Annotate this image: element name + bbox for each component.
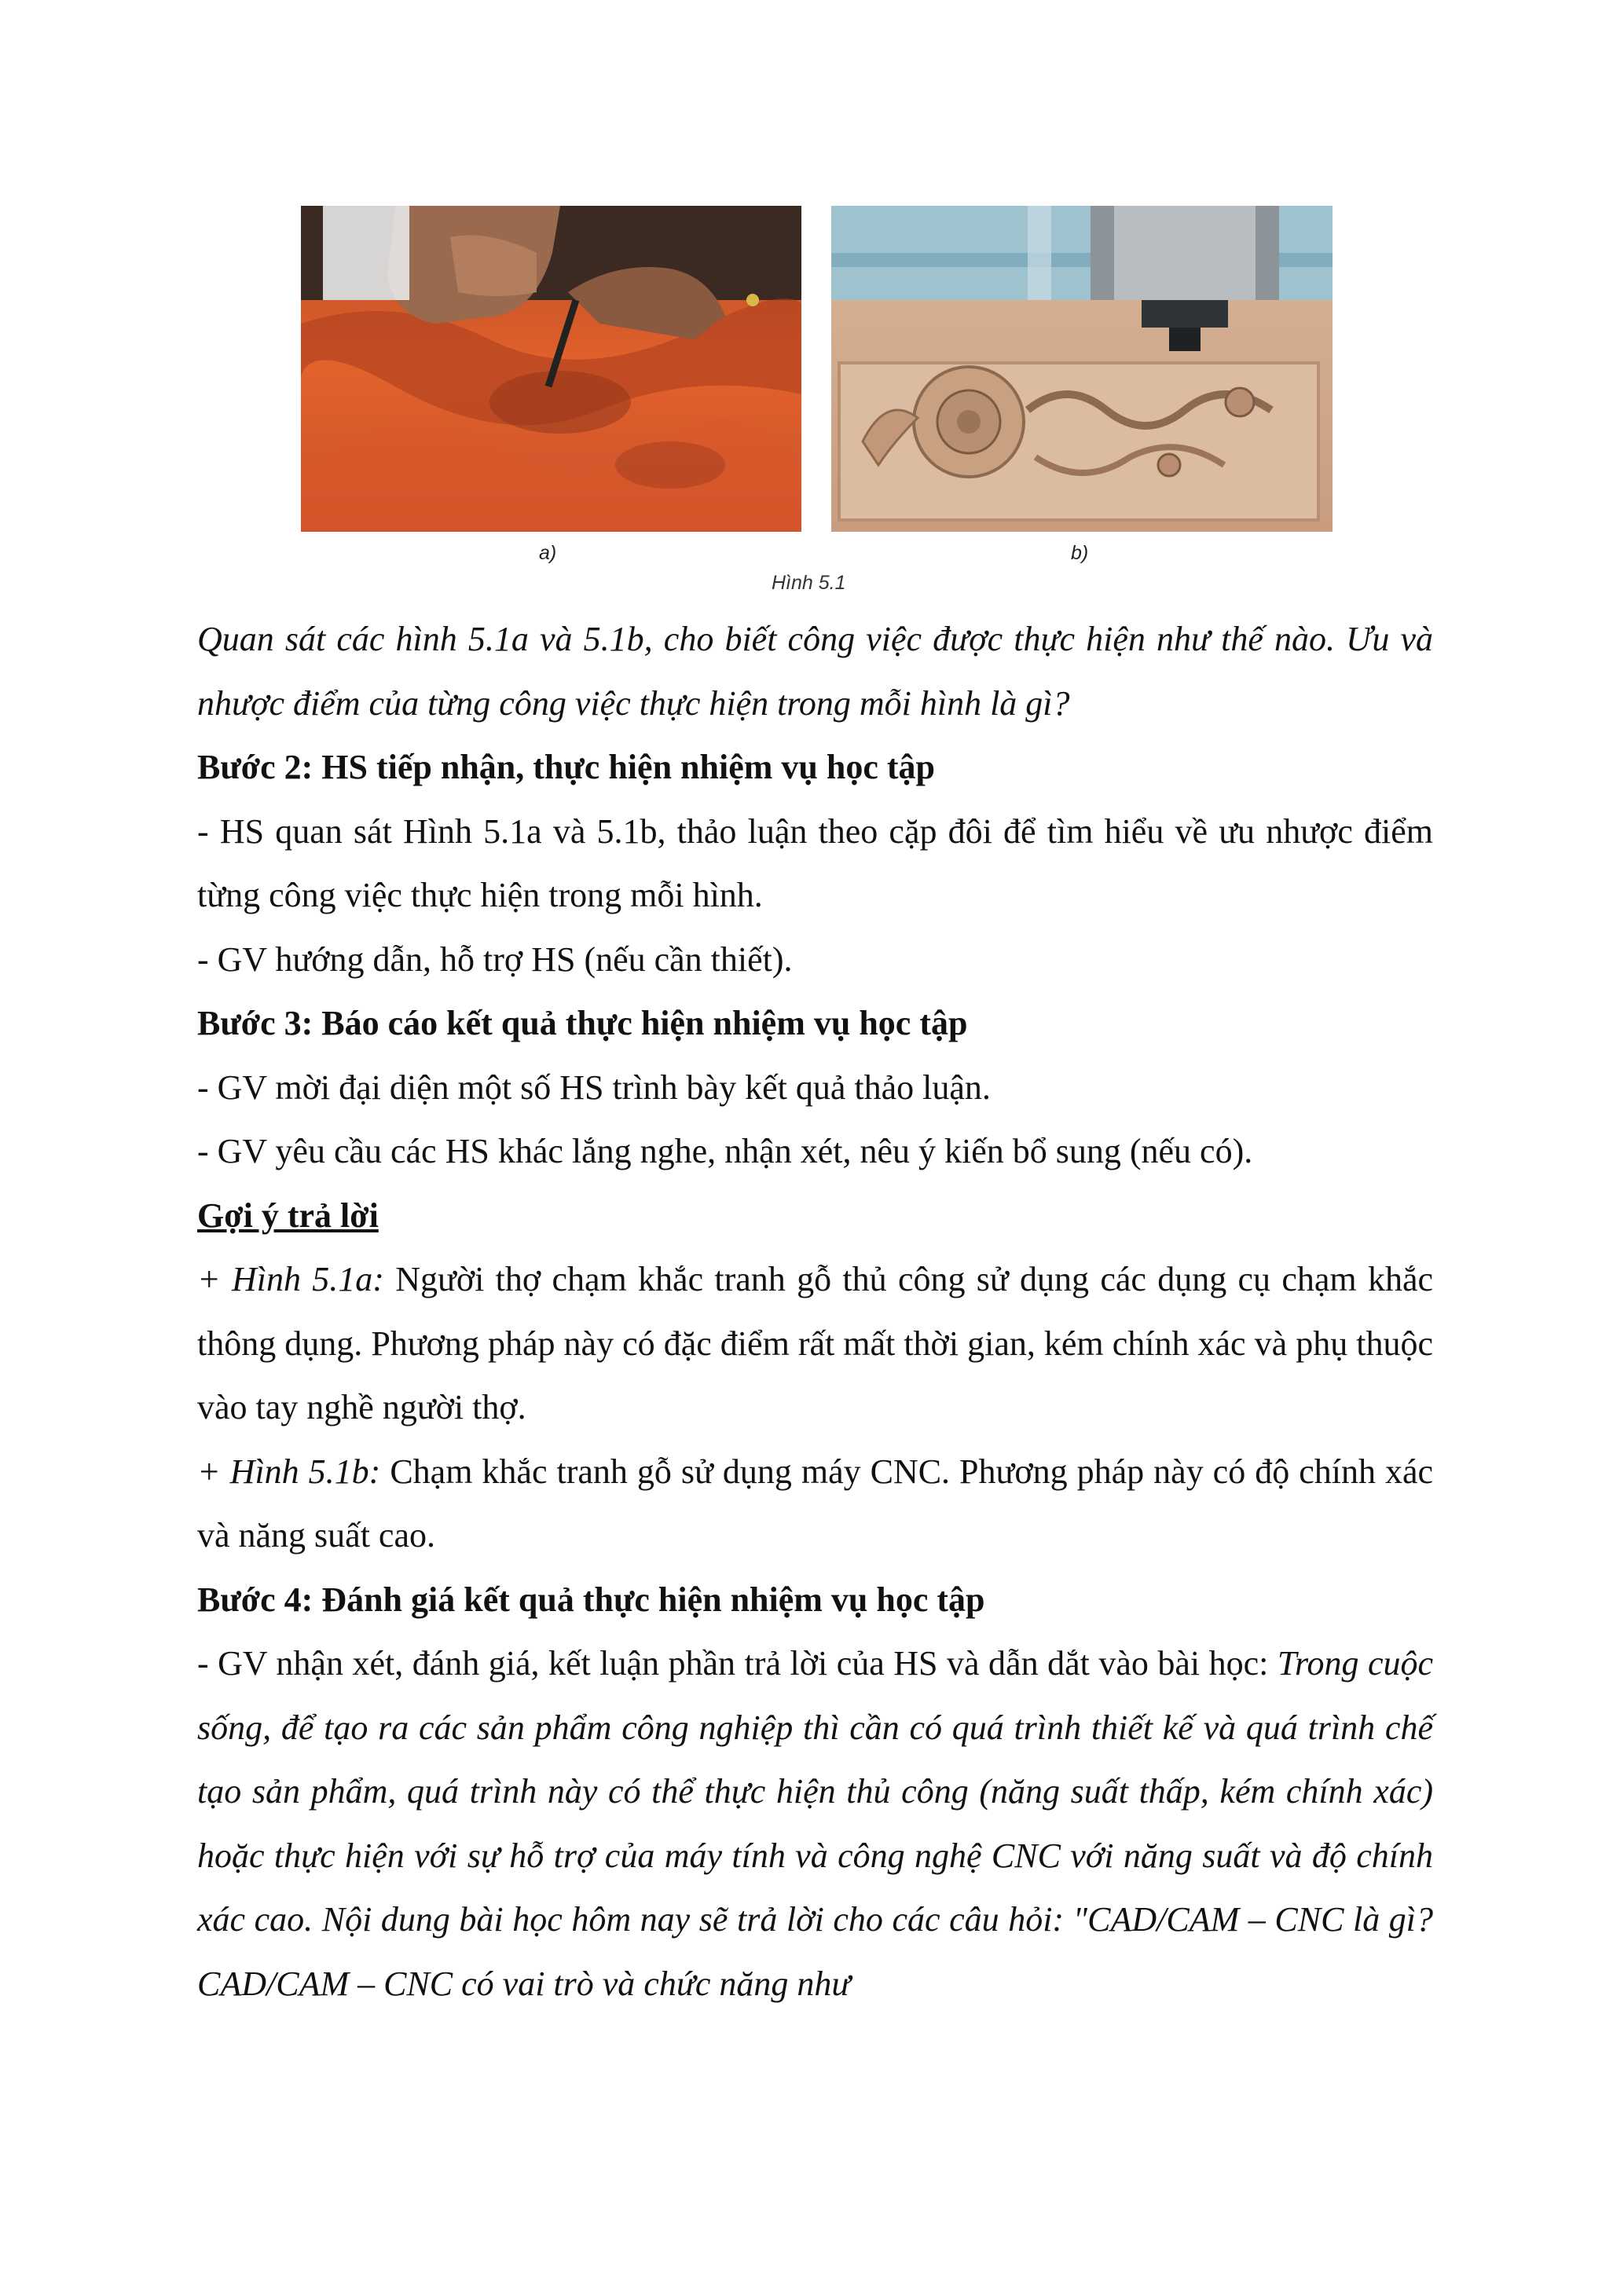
answer-heading-line bbox=[197, 1184, 1433, 1248]
answer-item-b bbox=[197, 1440, 1433, 1568]
step-4-plain-text: - GV nhận xét, đánh giá, kết luận phần trả lời của HS và dẫn dắt vào bài học: bbox=[197, 1644, 1278, 1683]
step-4-heading: Bước 4: Đánh giá kết quả thực hiện nhiệm vụ học tập bbox=[197, 1580, 985, 1619]
figure-label-b: b) bbox=[1071, 542, 1089, 564]
question-paragraph: Quan sát các hình 5.1a và 5.1b, cho biết công việc được thực hiện như thế nào. Ưu và nhược điểm của từng công việc thực hiện trong mỗi hình là gì? bbox=[197, 620, 1433, 723]
answer-item-a-text: Người thợ chạm khắc tranh gỗ thủ công sử dụng các dụng cụ chạm khắc thông dụng. Phương pháp này có đặc điểm rất mất thời gian, kém chính xác và phụ thuộc vào tay nghề người thợ. bbox=[197, 1260, 1434, 1426]
figure-label-a: a) bbox=[539, 542, 557, 564]
step-3-heading: Bước 3: Báo cáo kết quả thực hiện nhiệm vụ học tập bbox=[197, 1004, 968, 1042]
step-3-line-1: - GV mời đại diện một số HS trình bày kết quả thảo luận. bbox=[197, 1067, 991, 1107]
answer-item-a-label: + Hình 5.1a: bbox=[197, 1260, 384, 1298]
photo-hand-wood-carving bbox=[301, 206, 801, 532]
photo-cnc-wood-carving bbox=[831, 206, 1333, 532]
step-2-line-1: - HS quan sát Hình 5.1a và 5.1b, thảo luận theo cặp đôi để tìm hiểu về ưu nhược điểm từng công việc thực hiện trong mỗi hình. bbox=[197, 811, 1433, 914]
figure-5-1 bbox=[0, 0, 1624, 605]
answer-item-a bbox=[197, 1247, 1433, 1440]
step-4-italic-text: Trong cuộc sống, để tạo ra các sản phẩm công nghiệp thì cần có quá trình thiết kế và quá trình chế tạo sản phẩm, quá trình này có thể thực hiện thủ công (năng suất thấp, kém chính xác) hoặc thực hiện với sự hỗ trợ của máy tính và công nghệ CNC với năng suất và độ chính xác cao. Nội dung bài học hôm nay sẽ trả lời cho các câu hỏi: "CAD/CAM – CNC là gì? CAD/CAM – CNC có vai trò và chức năng như bbox=[197, 1644, 1434, 2003]
step-4-paragraph bbox=[197, 1631, 1433, 2016]
answer-heading: Gợi ý trả lời bbox=[197, 1196, 379, 1235]
step-3-line-2: - GV yêu cầu các HS khác lắng nghe, nhận xét, nêu ý kiến bổ sung (nếu có). bbox=[197, 1132, 1253, 1170]
answer-item-b-label: + Hình 5.1b: bbox=[197, 1452, 381, 1491]
document-body bbox=[197, 607, 1433, 2016]
step-2-line-2: - GV hướng dẫn, hỗ trợ HS (nếu cần thiết). bbox=[197, 939, 793, 979]
step-2-heading: Bước 2: HS tiếp nhận, thực hiện nhiệm vụ học tập bbox=[197, 748, 935, 786]
answer-item-b-text: Chạm khắc tranh gỗ sử dụng máy CNC. Phương pháp này có độ chính xác và năng suất cao. bbox=[197, 1452, 1434, 1554]
figure-caption: Hình 5.1 bbox=[772, 572, 846, 594]
